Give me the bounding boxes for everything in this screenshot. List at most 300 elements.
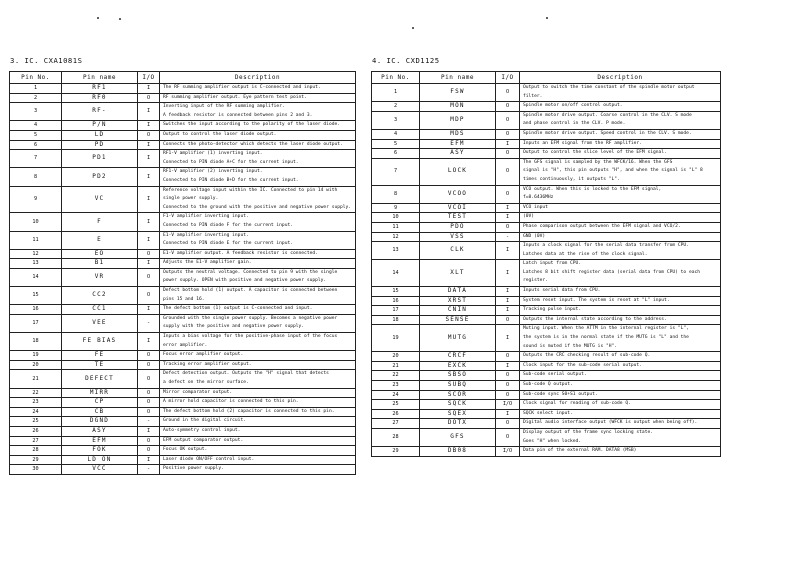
description-line: The defect bottom hold (2) capacitor is connected to this pin. (163, 408, 335, 414)
pin-io-cell: I (496, 306, 520, 316)
pin-number-cell: 6 (10, 140, 62, 150)
pin-name-cell: FE BIAS (62, 333, 138, 351)
description-line: Output to control the slice level of the EFM signal. (523, 150, 667, 156)
pin-description-cell (160, 426, 356, 436)
pin-description-cell (520, 185, 721, 203)
pin-description-cell (520, 222, 721, 232)
table-row (10, 407, 356, 417)
pin-description-cell (520, 149, 721, 159)
description-line: Muting input. When the ATTM in the internal register is "L", (523, 326, 689, 332)
table-row (10, 140, 356, 150)
description-line: Switches the input according to the polarity of the laser diode. (163, 122, 341, 128)
table-row (10, 121, 356, 131)
table-row (10, 417, 356, 427)
description-line: Mirror comparator output. (163, 389, 233, 395)
pin-io-cell: I (138, 84, 160, 94)
pin-name-cell: MIRR (62, 388, 138, 398)
description-line: A mirror hold capacitor is connected to this pin. (163, 399, 299, 405)
description-line: Auto-symmetry control input. (163, 427, 241, 433)
description-line: (0V) (523, 214, 535, 220)
pin-number-cell: 17 (372, 306, 420, 316)
description-line: Connected to the ground with the positive and negative power supply. (163, 204, 352, 210)
pin-description-cell (520, 325, 721, 352)
pin-io-cell: O (138, 93, 160, 103)
pin-name-cell: GFS (420, 428, 496, 446)
pin-number-cell: 25 (10, 417, 62, 427)
description-line: Tracking pulse input. (523, 307, 582, 313)
pin-description-cell (520, 139, 721, 149)
pin-name-cell: DATA (420, 287, 496, 297)
pin-number-cell: 15 (10, 287, 62, 305)
pin-io-cell: - (138, 314, 160, 332)
pin-description-cell (520, 381, 721, 391)
pin-io-cell: I (496, 203, 520, 213)
pin-description-cell (520, 158, 721, 185)
table-row (372, 287, 721, 297)
description-line: Clock signal for reading of sub-code Q. (523, 401, 631, 407)
description-line: The RF summing amplifier output is C-connected and input. (163, 85, 321, 90)
table-row (372, 203, 721, 213)
pin-number-cell: 4 (10, 121, 62, 131)
table-row (372, 149, 721, 159)
pin-number-cell: 5 (372, 139, 420, 149)
description-line: Clock input for the sub-code serial output. (523, 362, 642, 368)
table-row (10, 231, 356, 249)
pin-io-cell: O (496, 185, 520, 203)
pin-io-cell: I (496, 260, 520, 287)
pin-io-cell: I (138, 213, 160, 231)
pin-description-cell (160, 398, 356, 408)
pin-name-cell: RF1 (62, 84, 138, 94)
pin-name-cell: CRCF (420, 352, 496, 362)
pin-name-cell: XLT (420, 260, 496, 287)
pin-io-cell: O (496, 102, 520, 112)
pin-number-cell: 26 (10, 426, 62, 436)
description-line: times continuously, it outputs "L". (523, 176, 620, 182)
pin-description-cell (160, 84, 356, 94)
header-pin-name: Pin name (420, 72, 496, 84)
description-line: Reference voltage input within the IC. Connected to pin 14 with (163, 187, 338, 193)
table-row (372, 428, 721, 446)
pin-io-cell: O (138, 446, 160, 456)
pin-number-cell: 2 (372, 102, 420, 112)
table-row (10, 168, 356, 186)
table-row (372, 84, 721, 102)
pin-description-cell (520, 315, 721, 325)
table-row (372, 222, 721, 232)
description-line: Connected to PIN diode E for the current input. (163, 241, 293, 247)
description-line: The defect bottom (1) output is C-connected and input. (163, 306, 313, 312)
pin-number-cell: 8 (372, 185, 420, 203)
pin-name-cell: VCOO (420, 185, 496, 203)
description-line: Data pin of the external RAM. DATA8 (MSB) (523, 448, 637, 454)
pin-number-cell: 11 (10, 231, 62, 249)
table-row (372, 400, 721, 410)
pin-number-cell: 16 (372, 296, 420, 306)
table-row (10, 351, 356, 361)
pin-name-cell: MDS (420, 129, 496, 139)
pin-io-cell: I (496, 409, 520, 419)
table-row (10, 360, 356, 370)
pin-description-cell (520, 390, 721, 400)
description-line: EFM output comparator output. (163, 437, 244, 443)
pin-description-cell (160, 370, 356, 388)
description-line: the system is in the normal state if the MUTG is "L" and the (523, 335, 689, 341)
pin-description-cell (520, 306, 721, 316)
description-line: a defect on the mirror surface. (163, 380, 249, 385)
table-row (372, 419, 721, 429)
table-row (372, 409, 721, 419)
pin-name-cell: CC1 (62, 305, 138, 315)
pin-io-cell: I (496, 213, 520, 223)
pin-io-cell: O (496, 419, 520, 429)
pin-name-cell: DEFECT (62, 370, 138, 388)
pin-description-cell (160, 314, 356, 332)
pin-table-cxd1125 (371, 71, 721, 457)
pin-name-cell: ASY (62, 426, 138, 436)
pin-io-cell: O (138, 130, 160, 140)
description-line: Outputs the CRC checking result of sub-code Q. (523, 353, 651, 359)
pin-io-cell: O (496, 352, 520, 362)
description-line: Positive power supply. (163, 466, 224, 472)
pin-number-cell: 29 (10, 455, 62, 465)
pin-description-cell (160, 168, 356, 186)
pin-number-cell: 20 (372, 352, 420, 362)
description-line: Focus OK output. (163, 447, 208, 453)
pin-description-cell (160, 140, 356, 150)
pin-description-cell (160, 259, 356, 269)
pin-io-cell: O (496, 84, 520, 102)
table-row (10, 186, 356, 213)
pin-description-cell (520, 102, 721, 112)
description-line: The GFS signal is sampled by the WFCK/16. When the GFS (523, 159, 673, 165)
pin-io-cell: I (496, 242, 520, 260)
pin-name-cell: ASY (420, 149, 496, 159)
table-row (372, 213, 721, 223)
description-line: Inputs serial data from CPU. (523, 288, 601, 294)
pin-name-cell: VCC (62, 465, 138, 475)
description-line: Defect bottom hold (1) output. A capacitor is connected between (163, 288, 338, 294)
pin-number-cell: 13 (372, 242, 420, 260)
pin-io-cell: O (496, 149, 520, 159)
pin-name-cell: SQEX (420, 409, 496, 419)
table-row (372, 158, 721, 185)
pin-io-cell: I (138, 121, 160, 131)
pin-io-cell: I (138, 150, 160, 168)
pin-name-cell: LD (62, 130, 138, 140)
table-row (10, 465, 356, 475)
description-line: Focus error amplifier output. (163, 352, 244, 358)
table-row (372, 102, 721, 112)
description-line: A feedback resistor is connected between pins 2 and 3. (163, 112, 313, 118)
pin-name-cell: TE (62, 360, 138, 370)
table-row (10, 388, 356, 398)
pin-description-cell (520, 409, 721, 419)
description-line: Grounded with the single power supply. Becomes a negative power (163, 315, 338, 321)
table-header-row (372, 72, 721, 84)
pin-description-cell (520, 129, 721, 139)
table-row (372, 371, 721, 381)
pin-name-cell: VR (62, 268, 138, 286)
pin-number-cell: 14 (10, 268, 62, 286)
pin-name-cell: SQCK (420, 400, 496, 410)
pin-description-cell (160, 103, 356, 121)
pin-name-cell: FSW (420, 84, 496, 102)
pin-name-cell: EXCK (420, 361, 496, 371)
pin-number-cell: 26 (372, 409, 420, 419)
description-line: Inputs an EFM signal from the RF amplifier. (523, 140, 642, 146)
header-description: Description (160, 72, 356, 84)
pin-io-cell: I (496, 296, 520, 306)
pin-number-cell: 7 (10, 150, 62, 168)
pin-number-cell: 7 (372, 158, 420, 185)
description-line: Tracking error amplifier output. (163, 361, 252, 367)
table-row (10, 84, 356, 94)
pin-number-cell: 14 (372, 260, 420, 287)
table-row (10, 130, 356, 140)
pin-number-cell: 12 (372, 232, 420, 242)
pin-number-cell: 20 (10, 360, 62, 370)
pin-description-cell (160, 446, 356, 456)
description-line: single power supply. (163, 196, 219, 202)
description-line: Display output of the frame sync locking state. (523, 429, 653, 435)
pin-description-cell (160, 93, 356, 103)
table-row (10, 103, 356, 121)
pin-io-cell: I (496, 287, 520, 297)
description-line: Output to control the laser diode output. (163, 131, 277, 137)
pin-number-cell: 23 (10, 398, 62, 408)
table-row (372, 185, 721, 203)
pin-number-cell: 19 (372, 325, 420, 352)
table-row (372, 139, 721, 149)
pin-number-cell: 28 (372, 428, 420, 446)
pin-name-cell: MUTG (420, 325, 496, 352)
pin-io-cell: I (138, 333, 160, 351)
pin-number-cell: 24 (372, 390, 420, 400)
pin-table-cxa1081s (9, 71, 356, 475)
pin-name-cell: CB (62, 407, 138, 417)
pin-description-cell (520, 428, 721, 446)
pin-description-cell (160, 455, 356, 465)
pin-name-cell: CC2 (62, 287, 138, 305)
description-line: Inverting input of the RF summing amplifier. (163, 104, 285, 110)
pin-name-cell: B1 (62, 259, 138, 269)
scan-speck (412, 27, 414, 29)
table-row (10, 150, 356, 168)
description-line: RF1-V amplifier (1) inverting input. (163, 151, 263, 157)
pin-io-cell: I (138, 305, 160, 315)
table-row (10, 249, 356, 259)
pin-io-cell: O (496, 371, 520, 381)
pin-number-cell: 10 (372, 213, 420, 223)
pin-number-cell: 15 (372, 287, 420, 297)
pin-number-cell: 2 (10, 93, 62, 103)
header-pin-name: Pin name (62, 72, 138, 84)
pin-number-cell: 28 (10, 446, 62, 456)
pin-description-cell (160, 130, 356, 140)
description-line: filter. (523, 93, 543, 99)
pin-name-cell: MON (420, 102, 496, 112)
pin-name-cell: E (62, 231, 138, 249)
pin-number-cell: 11 (372, 222, 420, 232)
description-line: sound is muted if the MUTG is "H". (523, 343, 618, 349)
pin-io-cell: - (496, 232, 520, 242)
pin-name-cell: PDO (420, 222, 496, 232)
pin-number-cell: 13 (10, 259, 62, 269)
pin-description-cell (160, 436, 356, 446)
pin-io-cell: I (138, 140, 160, 150)
description-line: Output to switch the time constant of the spindle motor output (523, 85, 695, 90)
pin-number-cell: 5 (10, 130, 62, 140)
description-line: Connected to PIN diode F for the current input. (163, 222, 293, 228)
scan-speck (97, 17, 99, 19)
pin-description-cell (160, 249, 356, 259)
section-title-cxd1125: 4. IC. CXD1125 (372, 56, 440, 65)
table-row (10, 268, 356, 286)
pin-description-cell (160, 351, 356, 361)
pin-description-cell (520, 400, 721, 410)
description-line: GND (0V) (523, 233, 546, 239)
pin-description-cell (160, 268, 356, 286)
pin-name-cell: FOK (62, 446, 138, 456)
pin-name-cell: LD ON (62, 455, 138, 465)
pin-name-cell: EO (62, 249, 138, 259)
pin-description-cell (160, 417, 356, 427)
pin-name-cell: DB08 (420, 447, 496, 457)
header-io: I/O (496, 72, 520, 84)
pin-number-cell: 23 (372, 381, 420, 391)
pin-number-cell: 21 (10, 370, 62, 388)
description-line: Inputs a bias voltage for the positive-phase input of the focus (163, 334, 338, 340)
table-row (10, 446, 356, 456)
description-line: Sub-code sync S0+S1 output. (523, 391, 598, 397)
pin-name-cell: VSS (420, 232, 496, 242)
pin-description-cell (160, 231, 356, 249)
pin-number-cell: 12 (10, 249, 62, 259)
description-line: Sub-code Q output. (523, 382, 573, 387)
pin-number-cell: 25 (372, 400, 420, 410)
table-row (372, 306, 721, 316)
description-line: Latches 8 bit shift register data (serial data from CPU) to each (523, 269, 701, 275)
pin-description-cell (520, 260, 721, 287)
pin-number-cell: 24 (10, 407, 62, 417)
pin-description-cell (520, 232, 721, 242)
pin-io-cell: I (138, 455, 160, 465)
pin-name-cell: CP (62, 398, 138, 408)
pin-io-cell: I (496, 139, 520, 149)
description-line: Phase comparison output between the EFM signal and VCO/2. (523, 223, 681, 229)
pin-name-cell: XRST (420, 296, 496, 306)
description-line: Connects the photo-detector which detects the laser diode output. (163, 141, 343, 147)
pin-io-cell: O (496, 390, 520, 400)
pin-description-cell (520, 287, 721, 297)
pin-description-cell (160, 388, 356, 398)
pin-number-cell: 19 (10, 351, 62, 361)
pin-name-cell: EFM (62, 436, 138, 446)
description-line: signal is "H", this pin outputs "H", and when the signal is "L" 8 (523, 168, 703, 174)
pin-description-cell (520, 203, 721, 213)
table-row (10, 398, 356, 408)
pin-io-cell: O (138, 287, 160, 305)
pin-description-cell (160, 213, 356, 231)
section-title-cxa1081s: 3. IC. CXA1081S (10, 56, 83, 65)
pin-number-cell: 30 (10, 465, 62, 475)
pin-name-cell: SCOR (420, 390, 496, 400)
pin-io-cell: I (138, 231, 160, 249)
pin-number-cell: 10 (10, 213, 62, 231)
description-line: Latch input from CPU. (523, 261, 582, 267)
pin-name-cell: CLK (420, 242, 496, 260)
description-line: power supply. OPEN with positive and negative power supply. (163, 278, 327, 284)
pin-name-cell: PD1 (62, 150, 138, 168)
pin-io-cell: - (138, 465, 160, 475)
pin-description-cell (520, 419, 721, 429)
pin-io-cell: O (138, 398, 160, 408)
description-line: supply with the positive and negative power supply. (163, 324, 305, 330)
table-row (10, 370, 356, 388)
pin-name-cell: F (62, 213, 138, 231)
pin-io-cell: I (138, 103, 160, 121)
pin-number-cell: 22 (10, 388, 62, 398)
pin-io-cell: O (496, 222, 520, 232)
description-line: SQCK select input. (523, 410, 573, 416)
table-row (372, 315, 721, 325)
scan-speck (119, 18, 121, 20)
pin-name-cell: MDP (420, 111, 496, 129)
description-line: Spindle motor drive output. Coarse control in the CLV. S mode (523, 112, 692, 118)
pin-name-cell: P/N (62, 121, 138, 131)
description-line: Outputs the neutral voltage. Connected to pin 9 with the single (163, 269, 338, 275)
pin-description-cell (520, 111, 721, 129)
pin-description-cell (160, 360, 356, 370)
pin-number-cell: 21 (372, 361, 420, 371)
pin-io-cell: O (138, 249, 160, 259)
pin-number-cell: 22 (372, 371, 420, 381)
pin-description-cell (160, 333, 356, 351)
pin-description-cell (160, 287, 356, 305)
pin-description-cell (520, 352, 721, 362)
pin-name-cell: DOTX (420, 419, 496, 429)
description-line: Defect detection output. Outputs the "H" signal that detects (163, 371, 329, 377)
pin-number-cell: 3 (372, 111, 420, 129)
description-line: VCO input (523, 204, 548, 210)
table-row (10, 426, 356, 436)
scan-speck (546, 17, 548, 19)
description-line: Adjusts the E1-V amplifier gain. (163, 260, 252, 266)
description-line: Inputs a clock signal for the serial data transfer from CPU. (523, 243, 689, 249)
table-row (372, 232, 721, 242)
pin-io-cell: I (138, 168, 160, 186)
pin-io-cell: O (138, 370, 160, 388)
pin-name-cell: DGND (62, 417, 138, 427)
pin-name-cell: TEST (420, 213, 496, 223)
description-line: Outputs the internal state according to the address. (523, 316, 667, 322)
pin-description-cell (520, 84, 721, 102)
pin-name-cell: CNIN (420, 306, 496, 316)
pin-number-cell: 16 (10, 305, 62, 315)
table-row (372, 361, 721, 371)
table-row (372, 325, 721, 352)
pin-io-cell: O (496, 428, 520, 446)
pin-name-cell: SBSO (420, 371, 496, 381)
description-line: f=8.6436MHz (523, 195, 554, 201)
table-row (372, 447, 721, 457)
pin-description-cell (520, 213, 721, 223)
table-row (372, 260, 721, 287)
pin-name-cell: PD (62, 140, 138, 150)
pin-io-cell: I (138, 259, 160, 269)
pin-description-cell (160, 407, 356, 417)
